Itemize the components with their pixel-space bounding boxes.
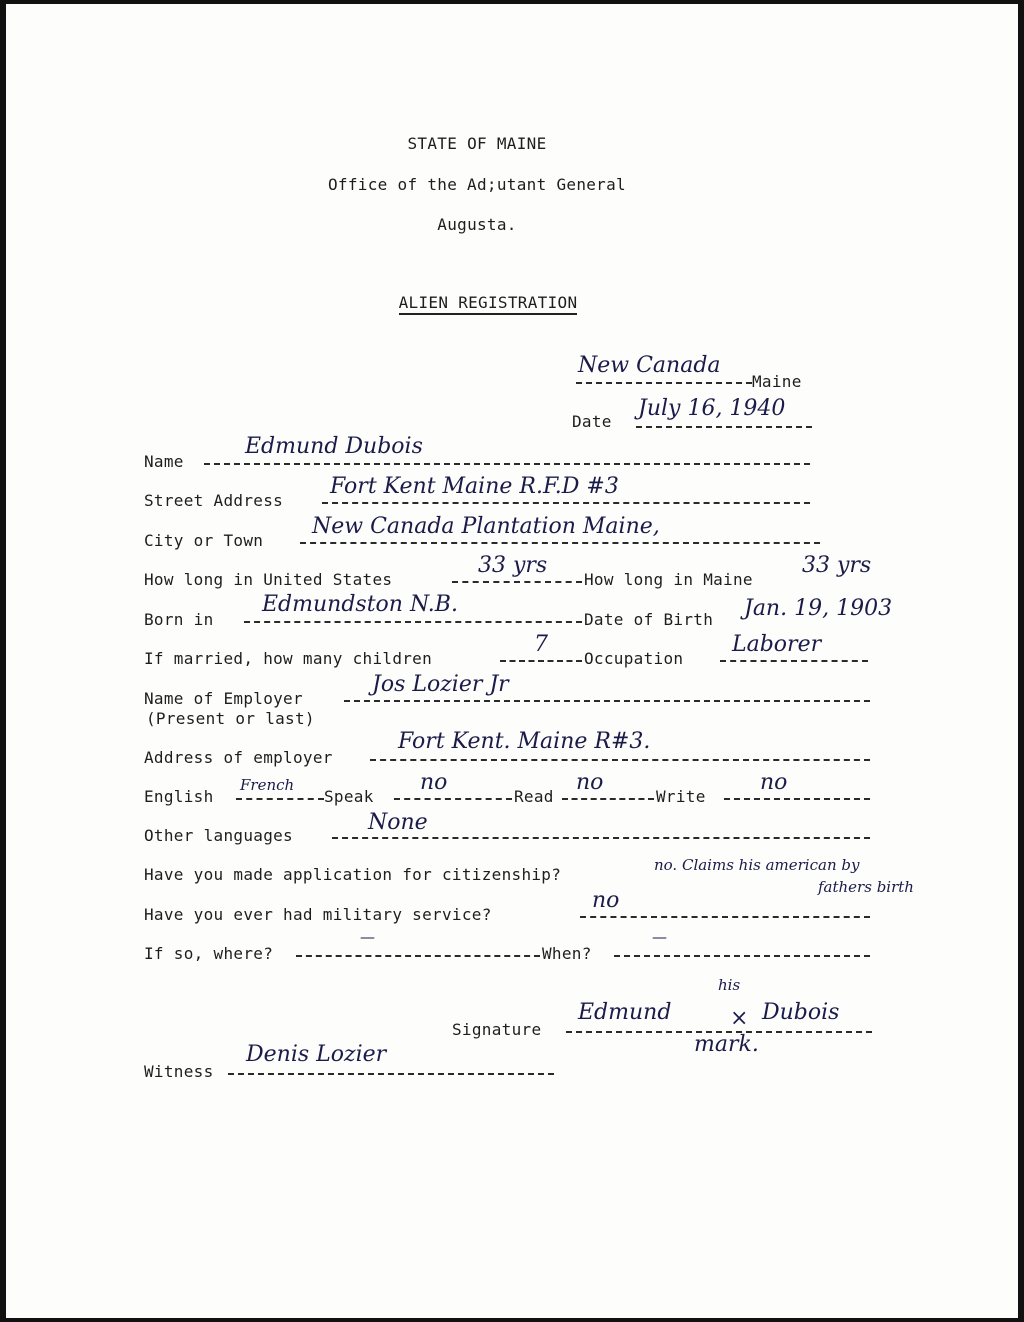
write-line xyxy=(724,798,870,800)
witness-line xyxy=(228,1073,554,1075)
where-value: — xyxy=(360,928,375,946)
english-line xyxy=(236,798,324,800)
employer-address-label: Address of employer xyxy=(144,748,333,767)
dob-label: Date of Birth xyxy=(584,610,714,629)
when-line xyxy=(614,955,870,957)
city-value: New Canada Plantation Maine, xyxy=(312,514,660,539)
place-suffix: Maine xyxy=(752,372,802,391)
maine-value: 33 yrs xyxy=(802,553,872,578)
signature-mark-symbol: × xyxy=(730,1006,749,1031)
signature-last: Dubois xyxy=(762,1000,840,1025)
when-label: When? xyxy=(542,944,592,963)
born-value: Edmundston N.B. xyxy=(262,592,458,617)
employer-value: Jos Lozier Jr xyxy=(372,672,509,697)
dob-value: Jan. 19, 1903 xyxy=(744,596,893,621)
where-line xyxy=(296,955,540,957)
citizenship-label: Have you made application for citizenship? xyxy=(144,865,562,884)
witness-value: Denis Lozier xyxy=(246,1042,387,1067)
place-line xyxy=(576,382,752,384)
read-value: no xyxy=(576,770,604,795)
street-line xyxy=(322,502,810,504)
date-label: Date xyxy=(572,412,612,431)
speak-line xyxy=(394,798,512,800)
signature-his: his xyxy=(718,976,741,994)
city-label: City or Town xyxy=(144,531,264,550)
form-title xyxy=(372,293,604,312)
where-label: If so, where? xyxy=(144,944,274,963)
other-languages-line xyxy=(332,837,870,839)
speak-label: Speak xyxy=(324,787,374,806)
maine-label: How long in Maine xyxy=(584,570,753,589)
header-city: Augusta. xyxy=(437,215,517,234)
city-line xyxy=(300,542,820,544)
citizenship-value-2: fathers birth xyxy=(818,878,914,896)
other-languages-value: None xyxy=(368,810,428,835)
signature-first: Edmund xyxy=(578,1000,672,1025)
street-label: Street Address xyxy=(144,491,284,510)
english-value: French xyxy=(240,776,295,794)
employer-sublabel: (Present or last) xyxy=(146,709,315,728)
english-label: English xyxy=(144,787,214,806)
born-label: Born in xyxy=(144,610,214,629)
us-value: 33 yrs xyxy=(478,553,548,578)
form-title-text: ALIEN REGISTRATION xyxy=(399,293,578,315)
header-office: Office of the Ad;utant General xyxy=(328,175,626,194)
children-label: If married, how many children xyxy=(144,649,433,668)
occupation-value: Laborer xyxy=(732,632,822,657)
read-label: Read xyxy=(514,787,554,806)
signature-mark-word: mark. xyxy=(694,1032,759,1057)
speak-value: no xyxy=(420,770,448,795)
occupation-label: Occupation xyxy=(584,649,684,668)
employer-label: Name of Employer xyxy=(144,689,303,708)
children-line xyxy=(500,660,582,662)
witness-label: Witness xyxy=(144,1062,214,1081)
occupation-line xyxy=(720,660,868,662)
signature-label: Signature xyxy=(452,1020,542,1039)
date-line xyxy=(636,426,812,428)
us-label: How long in United States xyxy=(144,570,393,589)
name-value: Edmund Dubois xyxy=(245,434,423,459)
street-value: Fort Kent Maine R.F.D #3 xyxy=(330,474,619,499)
write-value: no xyxy=(760,770,788,795)
born-line xyxy=(244,621,582,623)
name-line xyxy=(204,463,810,465)
employer-address-line xyxy=(370,759,870,761)
header-state: STATE OF MAINE xyxy=(407,134,547,153)
employer-line xyxy=(344,700,870,702)
name-label: Name xyxy=(144,452,184,471)
place-handwritten: New Canada xyxy=(578,353,721,378)
children-value: 7 xyxy=(534,632,548,657)
military-line xyxy=(580,916,870,918)
employer-address-value: Fort Kent. Maine R#3. xyxy=(398,729,651,754)
read-line xyxy=(562,798,654,800)
citizenship-value: no. Claims his american by xyxy=(654,856,860,874)
write-label: Write xyxy=(656,787,706,806)
military-value: no xyxy=(592,888,620,913)
us-line xyxy=(452,581,582,583)
other-languages-label: Other languages xyxy=(144,826,293,845)
date-value: July 16, 1940 xyxy=(638,396,786,421)
military-label: Have you ever had military service? xyxy=(144,905,492,924)
when-value: — xyxy=(652,928,667,946)
